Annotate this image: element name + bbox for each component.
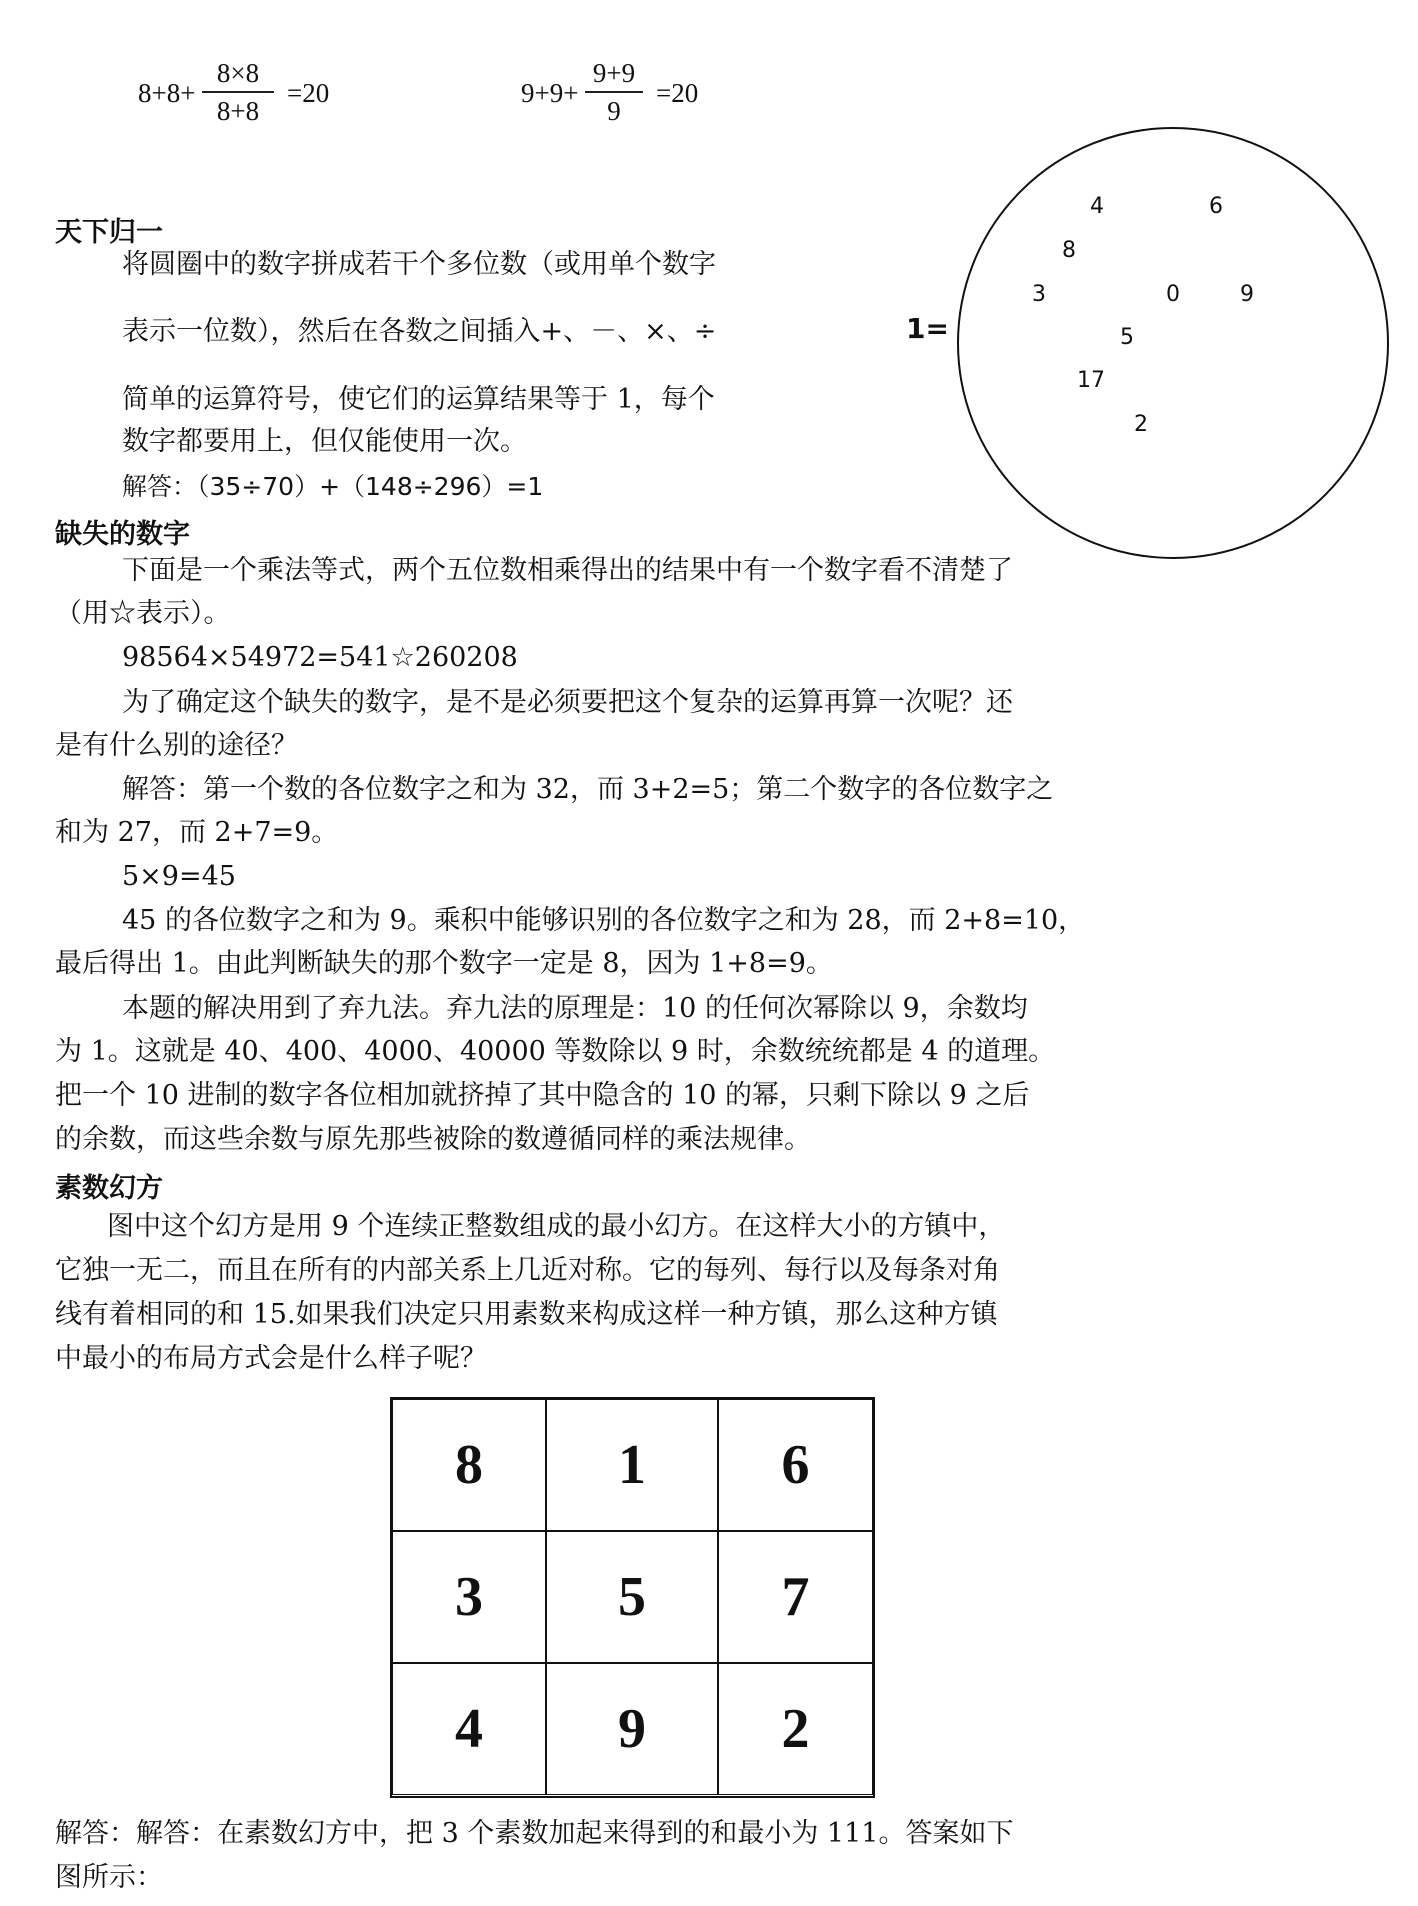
magic-square-cell: 1 xyxy=(546,1399,718,1531)
circle-number-8: 8 xyxy=(1062,238,1076,263)
magic-square-cell: 2 xyxy=(718,1663,873,1795)
section2-line-5: 是有什么别的途径？ xyxy=(55,730,298,761)
circle-number-0: 0 xyxy=(1166,282,1180,307)
formula-1-denominator: 8+8 xyxy=(216,96,260,126)
circle-number-2: 2 xyxy=(1134,412,1148,437)
magic-square-cell: 8 xyxy=(392,1399,546,1531)
section2-line-9: 45 的各位数字之和为 9。乘积中能够识别的各位数字之和为 28，而 2+8=10， xyxy=(122,905,1086,936)
section1-line-4: 数字都要用上，但仅能使用一次。 xyxy=(122,426,527,457)
section3-line-2: 它独一无二，而且在所有的内部关系上几近对称。它的每列、每行以及每条对角 xyxy=(55,1255,1000,1286)
section2-line-7: 和为 27，而 2+7=9。 xyxy=(55,817,339,848)
section2-line-8: 5×9=45 xyxy=(122,861,236,892)
section3-line-1: 图中这个幻方是用 9 个连续正整数组成的最小幻方。在这样大小的方镇中， xyxy=(107,1211,1006,1242)
formula-2-numerator: 9+9 xyxy=(585,55,643,93)
section2-line-1: 下面是一个乘法等式，两个五位数相乘得出的结果中有一个数字看不清楚了 xyxy=(122,555,1013,586)
section3-answer-line-1: 解答：解答：在素数幻方中，把 3 个素数加起来得到的和最小为 111。答案如下 xyxy=(55,1818,1014,1849)
section-title-prime-magic-square: 素数幻方 xyxy=(55,1173,163,1204)
section2-line-4: 为了确定这个缺失的数字，是不是必须要把这个复杂的运算再算一次呢？还 xyxy=(122,687,1013,718)
section2-line-12: 为 1。这就是 40、400、4000、40000 等数除以 9 时，余数统统都是 4 的道理。 xyxy=(55,1036,1056,1067)
formula-1-suffix: =20 xyxy=(287,78,330,108)
section1-answer: 解答：（35÷70）+（148÷296）=1 xyxy=(122,472,544,501)
number-circle xyxy=(957,127,1389,559)
circle-number-5: 5 xyxy=(1120,325,1134,350)
magic-square-cell: 7 xyxy=(718,1531,873,1663)
magic-square-grid xyxy=(390,1397,875,1798)
section1-line-1: 将圆圈中的数字拼成若干个多位数（或用单个数字 xyxy=(122,249,716,280)
magic-square-cell: 3 xyxy=(392,1531,546,1663)
circle-number-6: 6 xyxy=(1209,194,1223,219)
circle-number-3: 3 xyxy=(1032,282,1046,307)
section3-answer-line-2: 图所示： xyxy=(55,1862,163,1893)
circle-number-17: 17 xyxy=(1077,368,1105,393)
formula-1-fraction xyxy=(202,55,274,129)
equation-label: 1= xyxy=(906,312,949,345)
section2-line-6: 解答：第一个数的各位数字之和为 32，而 3+2=5；第二个数字的各位数字之 xyxy=(122,774,1054,805)
magic-square-cell: 4 xyxy=(392,1663,546,1795)
section2-line-2: （用☆表示）。 xyxy=(55,598,231,629)
section2-line-11: 本题的解决用到了弃九法。弃九法的原理是：10 的任何次幂除以 9，余数均 xyxy=(122,993,1028,1024)
section2-line-14: 的余数，而这些余数与原先那些被除的数遵循同样的乘法规律。 xyxy=(55,1124,811,1155)
section2-equation: 98564×54972=541☆260208 xyxy=(122,642,518,673)
magic-square-cell: 5 xyxy=(546,1531,718,1663)
magic-square-cell: 6 xyxy=(718,1399,873,1531)
section-title-tianxia: 天下归一 xyxy=(55,217,163,248)
magic-square-cell: 9 xyxy=(546,1663,718,1795)
formula-2-suffix: =20 xyxy=(656,78,699,108)
section1-line-2: 表示一位数），然后在各数之间插入+、－、×、÷ xyxy=(122,316,717,347)
formula-1-numerator: 8×8 xyxy=(202,55,274,93)
formula-2-prefix: 9+9+ xyxy=(521,78,579,108)
section2-line-13: 把一个 10 进制的数字各位相加就挤掉了其中隐含的 10 的幂，只剩下除以 9 之后 xyxy=(55,1080,1030,1111)
formula-2-denominator: 9 xyxy=(607,96,621,126)
circle-number-4: 4 xyxy=(1090,194,1104,219)
section3-line-4: 中最小的布局方式会是什么样子呢？ xyxy=(55,1343,487,1374)
section3-line-3: 线有着相同的和 15.如果我们决定只用素数来构成这样一种方镇，那么这种方镇 xyxy=(55,1299,998,1330)
formula-2-fraction xyxy=(585,55,643,129)
circle-number-9: 9 xyxy=(1240,282,1254,307)
section2-line-10: 最后得出 1。由此判断缺失的那个数字一定是 8，因为 1+8=9。 xyxy=(55,948,833,979)
section-title-missing-digit: 缺失的数字 xyxy=(55,519,190,550)
formula-1-prefix: 8+8+ xyxy=(138,78,196,108)
section1-line-3: 简单的运算符号，使它们的运算结果等于 1，每个 xyxy=(122,384,715,415)
